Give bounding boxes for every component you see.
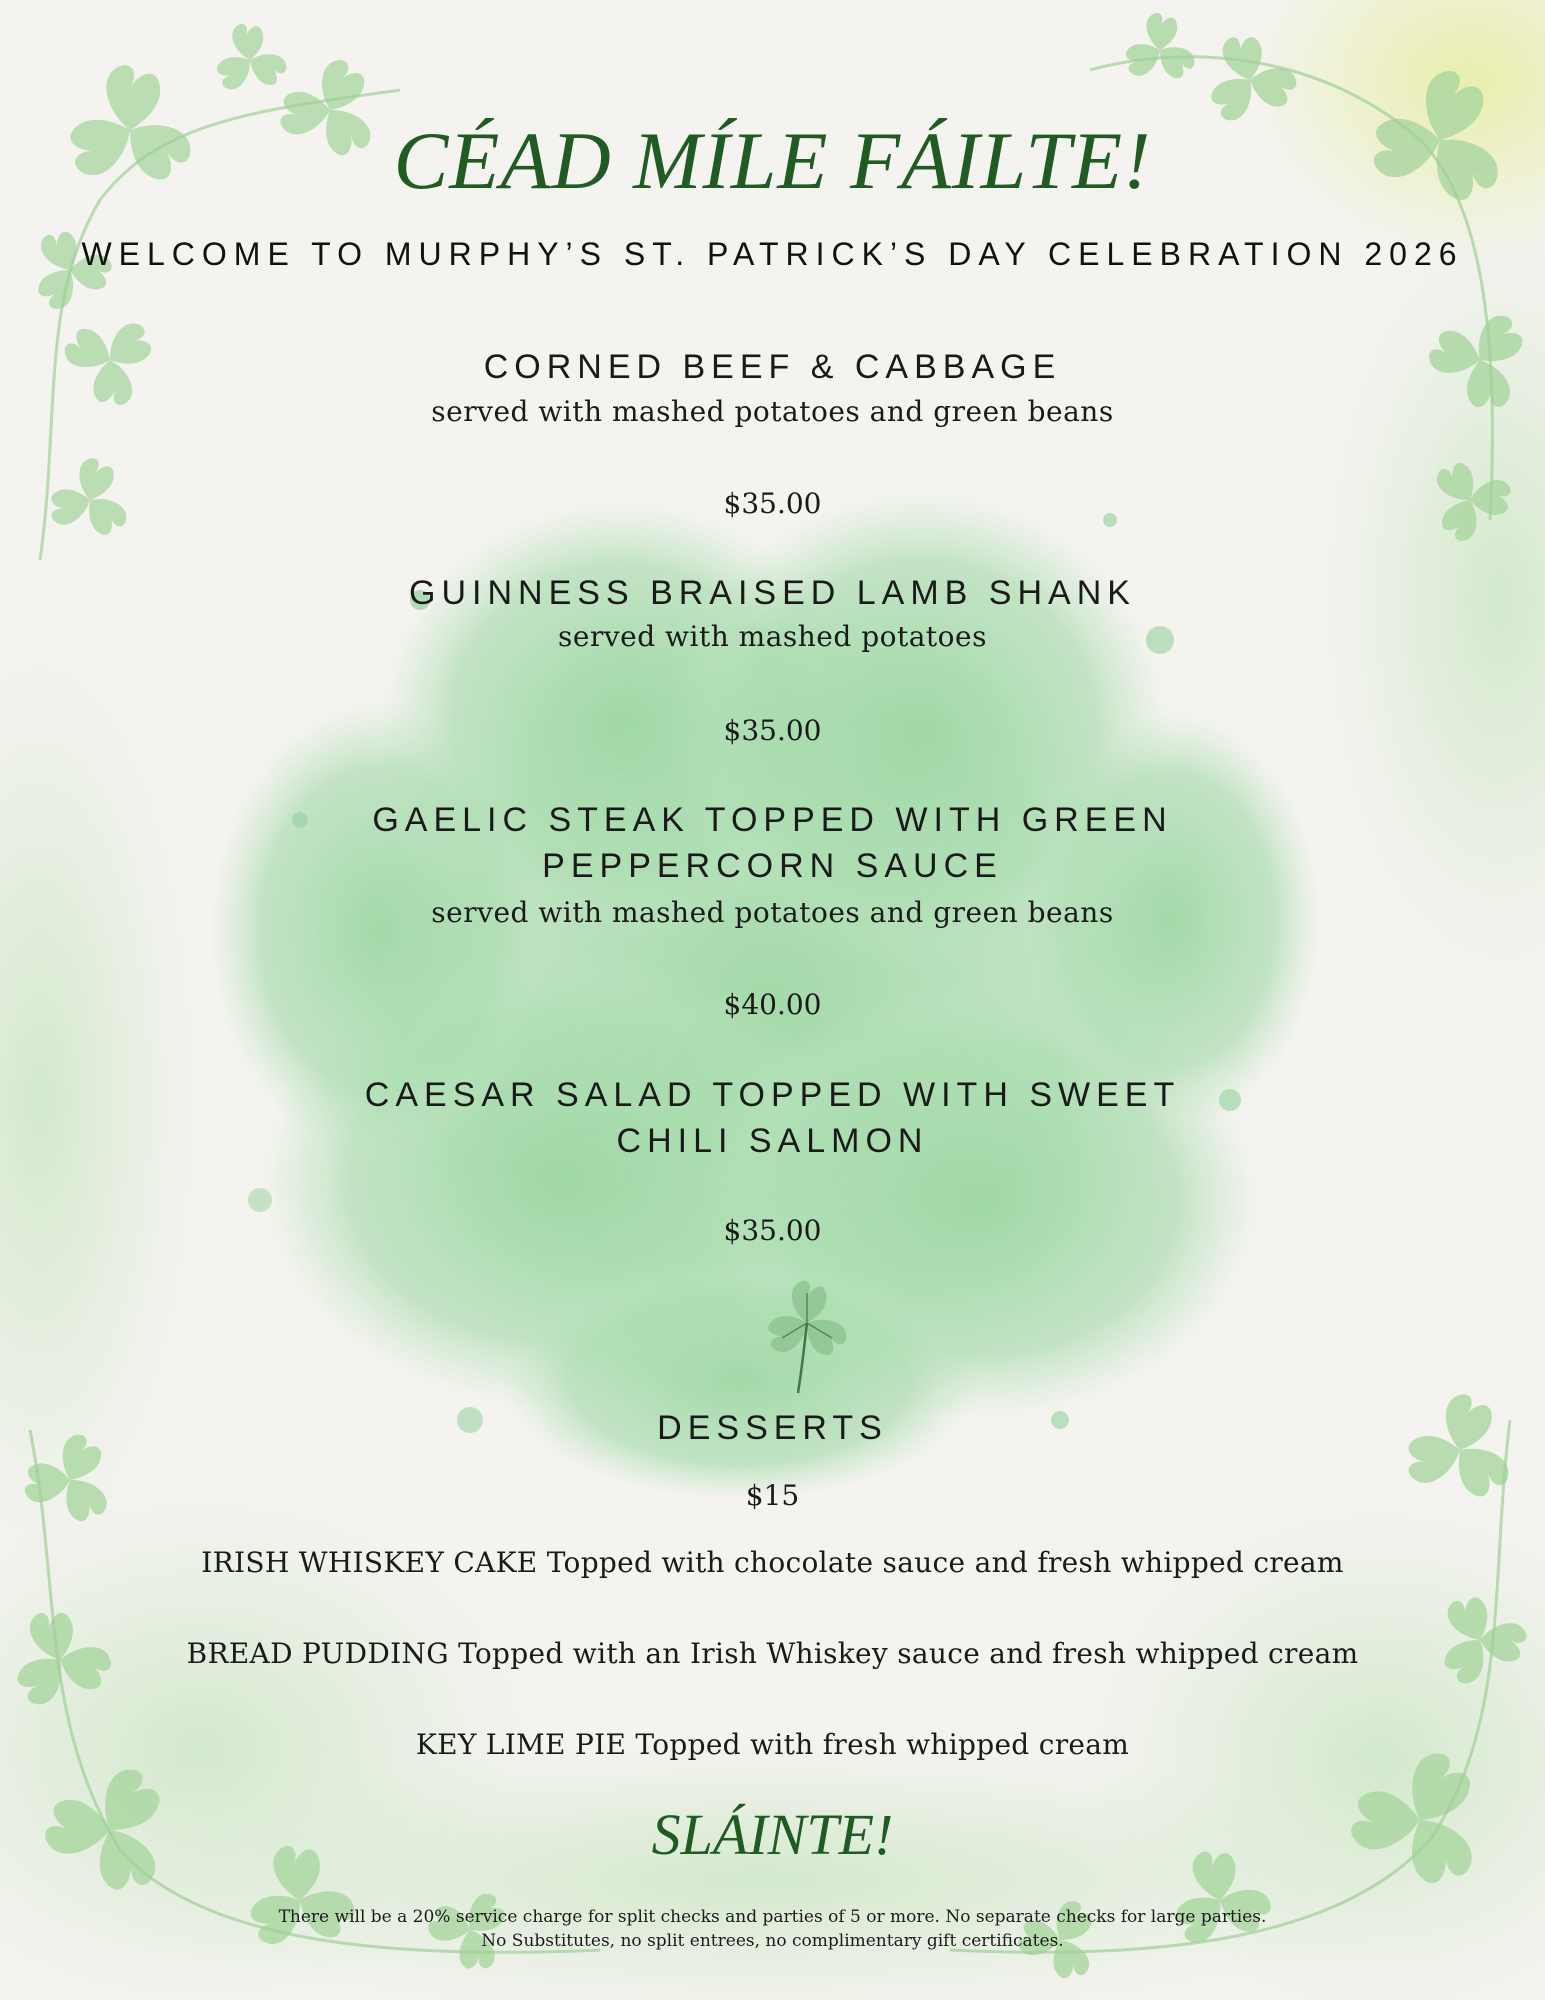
menu-item-name-line: CAESAR SALAD TOPPED WITH SWEET bbox=[364, 1076, 1181, 1114]
menu-item-name-line: GUINNESS BRAISED LAMB SHANK bbox=[409, 574, 1136, 612]
menu-item-name bbox=[300, 1072, 1245, 1164]
dessert-item: KEY LIME PIE Topped with fresh whipped cream bbox=[415, 1728, 1130, 1761]
menu-item-description: served with mashed potatoes and green beans bbox=[431, 896, 1114, 929]
menu-item-price: $35.00 bbox=[723, 1214, 822, 1247]
menu-item-description: served with mashed potatoes and green beans bbox=[431, 395, 1114, 428]
menu-item-price: $35.00 bbox=[723, 714, 822, 747]
menu-item-name bbox=[300, 570, 1245, 616]
sign-off: SLÁINTE! bbox=[651, 1802, 894, 1867]
dessert-item: IRISH WHISKEY CAKE Topped with chocolate sauce and fresh whipped cream bbox=[201, 1546, 1344, 1579]
footer-note: No Substitutes, no split entrees, no complimentary gift certificates. bbox=[481, 1931, 1064, 1951]
menu-item-name bbox=[300, 344, 1245, 390]
footer-note: There will be a 20% service charge for split checks and parties of 5 or more. No separate checks for large parties. bbox=[278, 1907, 1267, 1927]
menu-item-name-line: CHILI SALMON bbox=[616, 1122, 929, 1160]
menu-item-name bbox=[300, 797, 1245, 889]
menu-item-name-line: GAELIC STEAK TOPPED WITH GREEN bbox=[372, 801, 1173, 839]
dessert-item: BREAD PUDDING Topped with an Irish Whiskey sauce and fresh whipped cream bbox=[186, 1637, 1359, 1670]
menu-item-description: served with mashed potatoes bbox=[558, 620, 987, 653]
menu-item-price: $35.00 bbox=[723, 487, 822, 520]
menu-item-name-line: PEPPERCORN SAUCE bbox=[542, 847, 1003, 885]
desserts-price: $15 bbox=[745, 1479, 800, 1512]
menu-item-price: $40.00 bbox=[723, 988, 822, 1021]
menu-item-name-line: CORNED BEEF & CABBAGE bbox=[483, 348, 1062, 386]
shamrock-icon bbox=[752, 1268, 862, 1398]
page-subtitle: WELCOME TO MURPHY’S ST. PATRICK’S DAY CELEBRATION 2026 bbox=[81, 236, 1464, 272]
desserts-heading: DESSERTS bbox=[657, 1409, 888, 1447]
page-title: CÉAD MÍLE FÁILTE! bbox=[393, 115, 1152, 206]
